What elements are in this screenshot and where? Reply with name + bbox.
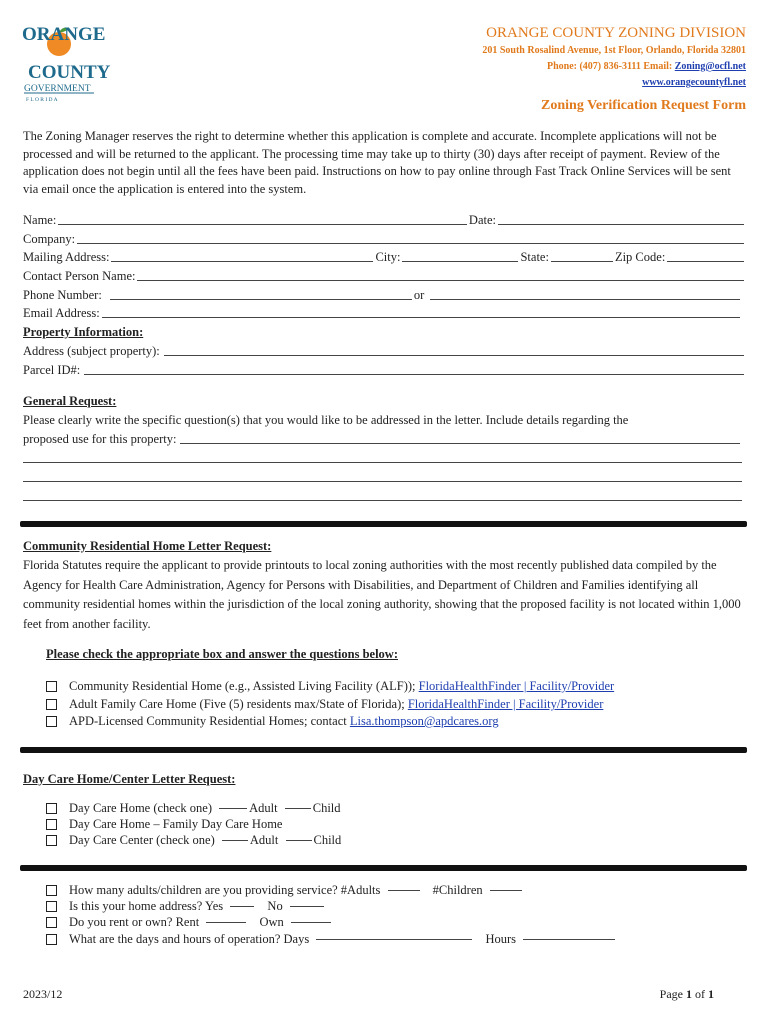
property-heading: Property Information: xyxy=(23,325,144,339)
page-number: Page 1 of 1 xyxy=(659,987,714,1001)
hours-field[interactable] xyxy=(523,939,615,940)
daycare-center-child-field[interactable] xyxy=(286,840,312,841)
adult-family-care-label: Adult Family Care Home (Five (5) residents max/State of Florida); xyxy=(69,697,408,711)
property-address-label: Address (subject property): xyxy=(23,344,160,358)
service-count-checkbox[interactable] xyxy=(46,885,57,896)
apd-contact-link[interactable]: Lisa.thompson@apdcares.org xyxy=(349,714,499,728)
family-daycare-checkbox[interactable] xyxy=(46,819,57,830)
daycare-home-adult-label: Adult xyxy=(249,801,278,815)
general-request-text: Please clearly write the specific question(s) that you would like to be addressed in the letter. Include details regarding the xyxy=(23,413,629,427)
section-divider xyxy=(20,521,747,527)
general-request-line-3[interactable] xyxy=(23,500,742,501)
org-phone: Phone: (407) 836-3111 Email: xyxy=(546,61,675,72)
parcel-label: Parcel ID#: xyxy=(23,363,81,377)
daycare-home-child-field[interactable] xyxy=(285,808,311,809)
home-address-label: Is this your home address? Yes xyxy=(69,899,224,913)
adults-count-field[interactable] xyxy=(388,890,420,891)
general-request-heading: General Request: xyxy=(23,394,117,408)
contact-person-field[interactable] xyxy=(137,280,744,281)
state-field[interactable] xyxy=(551,261,613,262)
county-logo xyxy=(22,18,111,104)
org-website-link[interactable]: www.orangecountyfl.net xyxy=(642,77,746,88)
email-label: Email Address: xyxy=(23,306,100,320)
proposed-use-label: proposed use for this property: xyxy=(23,432,177,446)
intro-paragraph: The Zoning Manager reserves the right to determine whether this application is complete and accurate. Incomplete applications will not be processed and will be returned to the applicant. The processing time may take up to thirty (30) days after receipt of payment. Review of the application does not begin until all the fees have been paid. Instructions on how to pay online through Fast Track Online Services will be sent via email once the application is entered into the system. xyxy=(23,129,731,196)
apd-licensed-checkbox[interactable] xyxy=(46,716,57,727)
svg-text:F L O R I D A: F L O R I D A xyxy=(26,97,58,103)
contact-person-label: Contact Person Name: xyxy=(23,269,136,283)
svg-text:GOVERNMENT: GOVERNMENT xyxy=(24,84,91,94)
family-daycare-label: Day Care Home – Family Day Care Home xyxy=(69,817,283,831)
home-address-yes-field[interactable] xyxy=(230,906,254,907)
mailing-address-field[interactable] xyxy=(111,261,373,262)
city-field[interactable] xyxy=(402,261,518,262)
form-title: Zoning Verification Request Form xyxy=(541,98,746,113)
svg-text:COUNTY: COUNTY xyxy=(28,62,111,83)
children-count-field[interactable] xyxy=(490,890,522,891)
form-revision-date: 2023/12 xyxy=(23,987,63,1001)
company-label: Company: xyxy=(23,232,76,246)
section-divider xyxy=(20,747,747,753)
org-name: ORANGE COUNTY ZONING DIVISION xyxy=(486,25,746,41)
community-paragraph: Florida Statutes require the applicant to provide printouts to local zoning authorities with the most recently published data compiled by the Agency for Health Care Administration, Agency for Persons with Disabilities, and Department of Children and Families identifying all community residential homes within the jurisdiction of the local zoning authority, showing that the proposed facility is not located within 1,000 feet from another facility. xyxy=(23,558,741,631)
service-count-label: How many adults/children are you providing service? #Adults xyxy=(69,883,381,897)
email-field[interactable] xyxy=(102,317,740,318)
home-address-checkbox[interactable] xyxy=(46,901,57,912)
daycare-heading: Day Care Home/Center Letter Request: xyxy=(23,772,236,786)
phone-alt-field[interactable] xyxy=(430,299,740,300)
days-label: What are the days and hours of operation? Days xyxy=(69,932,310,946)
city-label: City: xyxy=(375,250,401,264)
daycare-center-label: Day Care Center (check one) xyxy=(69,833,215,847)
adult-family-care-link[interactable]: FloridaHealthFinder | Facility/Provider xyxy=(407,697,604,711)
org-email-link[interactable]: Zoning@ocfl.net xyxy=(674,61,746,72)
zip-field[interactable] xyxy=(667,261,744,262)
section-divider xyxy=(20,865,747,871)
hours-checkbox[interactable] xyxy=(46,934,57,945)
daycare-center-adult-label: Adult xyxy=(249,833,279,847)
svg-text:ORANGE: ORANGE xyxy=(22,24,106,45)
orange-logo-icon xyxy=(22,18,111,104)
daycare-home-checkbox[interactable] xyxy=(46,803,57,814)
general-request-line-1[interactable] xyxy=(23,462,742,463)
daycare-home-adult-field[interactable] xyxy=(219,808,247,809)
phone-field[interactable] xyxy=(110,299,412,300)
date-label: Date: xyxy=(468,213,496,227)
parcel-field[interactable] xyxy=(84,374,744,375)
daycare-center-child-label: Child xyxy=(313,833,342,847)
home-address-no-field[interactable] xyxy=(290,906,324,907)
name-field[interactable] xyxy=(58,224,467,225)
own-field[interactable] xyxy=(291,922,331,923)
adult-family-care-checkbox[interactable] xyxy=(46,699,57,710)
phone-label: Phone Number: xyxy=(23,288,102,302)
children-count-label: #Children xyxy=(432,883,483,897)
home-address-no-label: No xyxy=(267,899,283,913)
daycare-home-label: Day Care Home (check one) xyxy=(69,801,212,815)
phone-or-label: or xyxy=(413,288,425,302)
org-address: 201 South Rosalind Avenue, 1st Floor, Orlando, Florida 32801 xyxy=(482,45,746,56)
proposed-use-field[interactable] xyxy=(180,443,740,444)
date-field[interactable] xyxy=(498,224,744,225)
state-label: State: xyxy=(520,250,549,264)
general-request-line-2[interactable] xyxy=(23,481,742,482)
community-home-label: Community Residential Home (e.g., Assisted Living Facility (ALF)); xyxy=(69,679,419,693)
own-label: Own xyxy=(259,915,284,929)
apd-licensed-label: APD-Licensed Community Residential Homes; contact xyxy=(69,714,350,728)
community-heading: Community Residential Home Letter Request: xyxy=(23,539,272,553)
rent-own-label: Do you rent or own? Rent xyxy=(69,915,200,929)
days-field[interactable] xyxy=(316,939,472,940)
daycare-home-child-label: Child xyxy=(312,801,341,815)
daycare-center-checkbox[interactable] xyxy=(46,835,57,846)
zip-label: Zip Code: xyxy=(614,250,666,264)
community-home-link[interactable]: FloridaHealthFinder | Facility/Provider xyxy=(418,679,615,693)
company-field[interactable] xyxy=(77,243,744,244)
check-instruction: Please check the appropriate box and answer the questions below: xyxy=(46,647,398,661)
hours-label: Hours xyxy=(485,932,517,946)
rent-own-checkbox[interactable] xyxy=(46,917,57,928)
rent-field[interactable] xyxy=(206,922,246,923)
daycare-center-adult-field[interactable] xyxy=(222,840,248,841)
community-home-checkbox[interactable] xyxy=(46,681,57,692)
mailing-address-label: Mailing Address: xyxy=(23,250,110,264)
name-label: Name: xyxy=(23,213,57,227)
property-address-field[interactable] xyxy=(164,355,744,356)
